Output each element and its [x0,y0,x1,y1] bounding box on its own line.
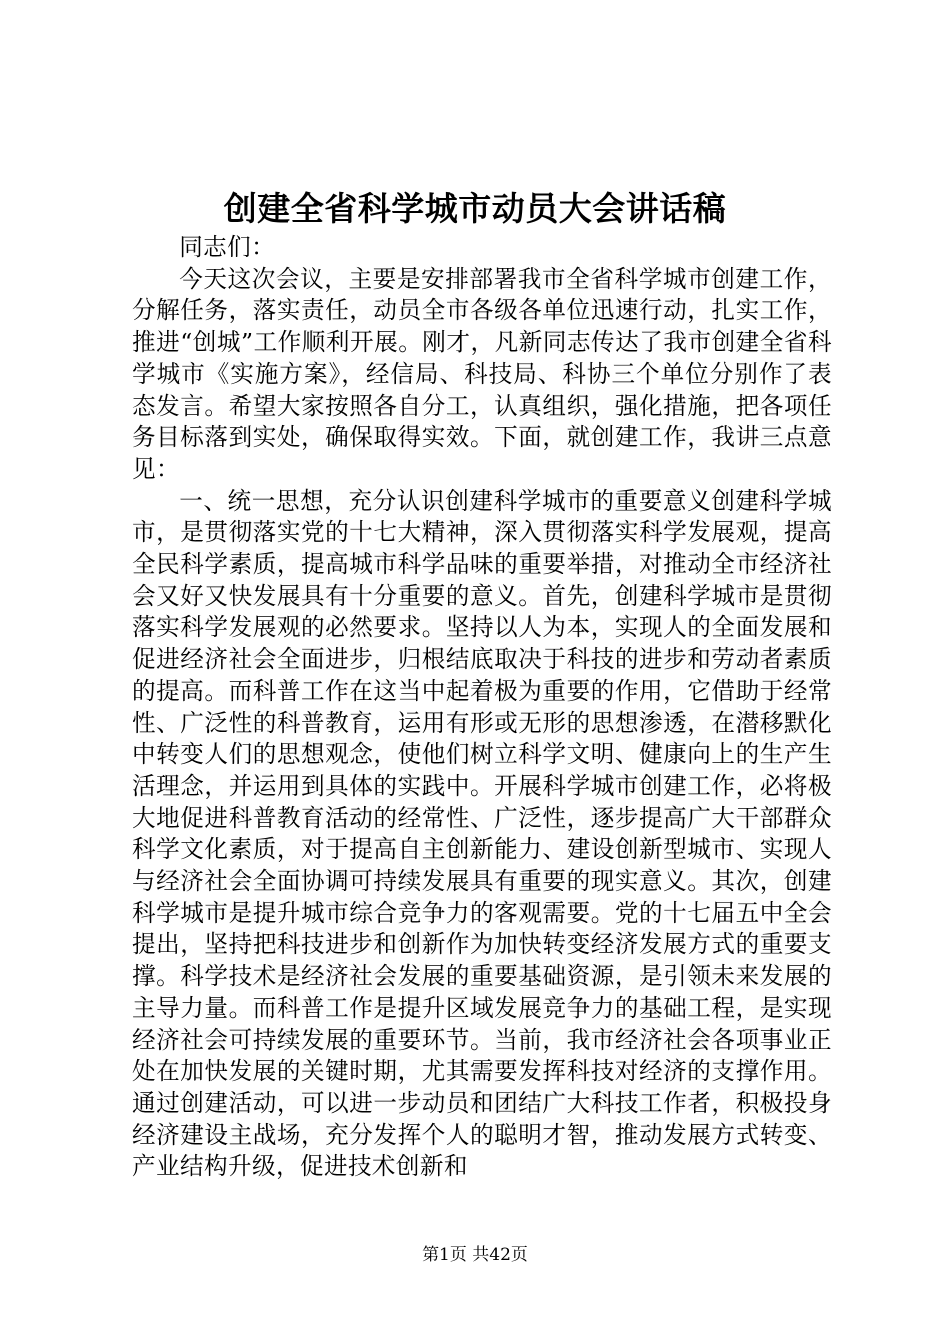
salutation: 同志们： [179,233,276,261]
body-paragraph: 今天这次会议，主要是安排部署我市全省科学城市创建工作，分解任务，落实责任，动员全市各级各单位迅速行动，扎实工作，推进“创城”工作顺利开展。刚才，凡新同志传达了我市创建全省科学城市《实施方案》，经信局、科技局、科协三个单位分别作了表态发言。希望大家按照各自分工，认真组织，强化措施，把各项任务目标落到实处，确保取得实效。下面，就创建工作，我讲三点意见： [132,264,832,483]
body-paragraph: 一、统一思想，充分认识创建科学城市的重要意义创建科学城市，是贯彻落实党的十七大精神，深入贯彻落实科学发展观，提高全民科学素质，提高城市科学品味的重要举措，对推动全市经济社会又好又快发展具有十分重要的意义。首先，创建科学城市是贯彻落实科学发展观的必然要求。坚持以人为本，实现人的全面发展和促进经济社会全面进步，归根结底取决于科技的进步和劳动者素质的提高。而科普工作在这当中起着极为重要的作用，它借助于经常性、广泛性的科普教育，运用有形或无形的思想渗透，在潜移默化中转变人们的思想观念，使他们树立科学文明、健康向上的生产生活理念，并运用到具体的实践中。开展科学城市创建工作，必将极大地促进科普教育活动的经常性、广泛性，逐步提高广大干部群众科学文化素质，对于提高自主创新能力、建设创新型城市、实现人与经济社会全面协调可持续发展具有重要的现实意义。其次，创建科学城市是提升城市综合竞争力的客观需要。党的十七届五中全会提出，坚持把科技进步和创新作为加快转变经济发展方式的重要支撑。科学技术是经济社会发展的重要基础资源，是引领未来发展的主导力量。而科普工作是提升区域发展竞争力的基础工程，是实现经济社会可持续发展的重要环节。当前，我市经济社会各项事业正处在加快发展的关键时期，尤其需要发挥科技对经济的支撑作用。通过创建活动，可以进一步动员和团结广大科技工作者，积极投身经济建设主战场，充分发挥个人的聪明才智，推动发展方式转变、产业结构升级，促进技术创新和 [132,486,832,1181]
page-number: 第1页 共42页 [422,1245,528,1265]
document-title: 创建全省科学城市动员大会讲话稿 [223,189,727,228]
document-body [132,232,832,1183]
